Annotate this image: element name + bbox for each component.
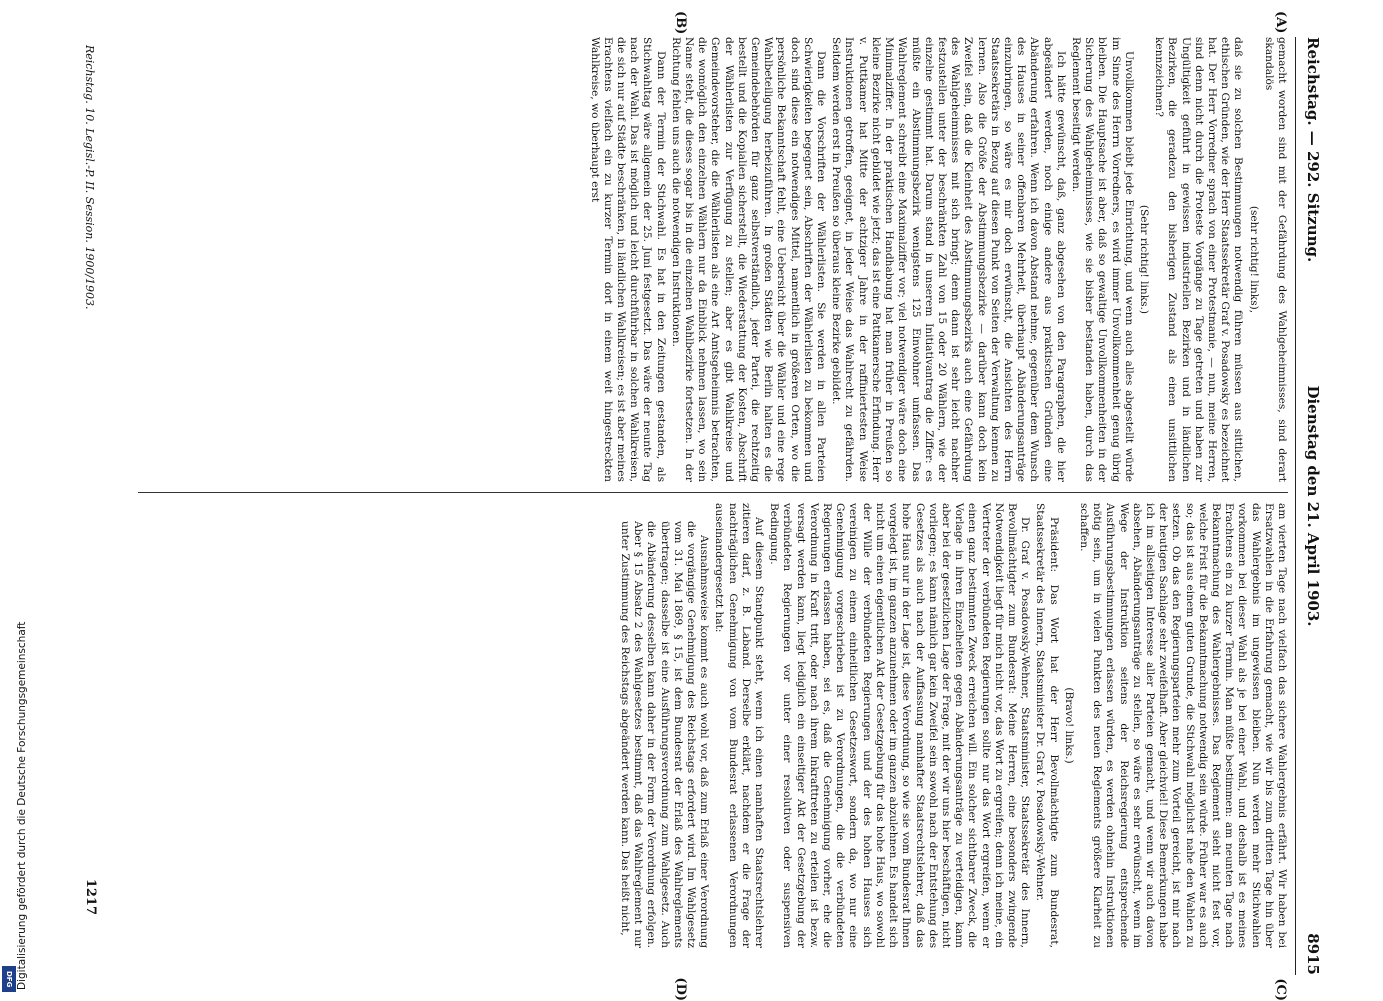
footer-legislature: Reichstag. 10. Legisl.-P. II. Session. 1900/1903. [83,45,96,310]
paragraph-speaker: Dr. Graf v. Posadowsky-Wehner, Staatsminister, Staatssekretär des Innern, Bevollmächtigter zum Bundesrat: Meine Herren, eine besonders zwingende Notwendigkeit liegt für mich nicht vor, das Wort zu ergreifen; denn ich meine, ein Vertreter der verbündeten Regierungen sollte nur das Wort ergreifen, wenn er einen ganz bestimmten Zweck erreichen will. Ein solcher sichtbarer Zweck, die Vorlage in ihren Einzelheiten gegen Abänderungsanträge zu verteidigen, kann aber bei der gesetzlichen Lage der Frage, mit der wir uns hier beschäftigen, nicht vorliegen; es kann nämlich gar kein Zweifel sein sowohl nach der Entstehung des Gesetzes als auch nach der Auffassung namhafter Staatsrechtslehrer, daß das hohe Haus nur in der Lage ist, diese Verordnung, so wie sie vom Bundesrat Ihnen vorgelegt ist, im ganzen anzunehmen oder im ganzen abzulehnen. Es handelt sich nicht um einen eigentlichen Akt der Gesetzgebung für das hohe Haus, wo sowohl der Wille der verbündeten Regierungen und der des hohen Hauses sich vereinigen zu einem einheitlichen Gesetzeswort, sondern da, wo nur eine Genehmigung vorgeschrieben ist zu Verordnungen, die die verbündeten Regierungen erlassen haben, sei es, daß die Genehmigung vorher, ehe die Verordnung in Kraft tritt, oder nach ihrem Inkrafttreten zu erteilen ist bezw. versagt werden kann, liegt lediglich ein einseitiger Akt der Gesetzgebung der verbündeten Regierungen vor unter einer resolutiven oder suspensiven Bedingung. [768,503,1032,948]
paragraph: Ich hätte gewünscht, daß, ganz abgesehen von den Paragraphen, die hier abgeändert werden, noch einige andere aus praktischen Gründen eine Abänderung erfahren. Wenn ich davon Abstand nehme, gegenüber dem Wunsch des Hauses in seiner offenbaren Mehrheit, überhaupt Abänderungsanträge einzubringen, so wäre es mir doch erwünscht, die Ansichten des Herrn Staatssekretärs in Bezug auf diesen Punkt von Seiten der Verwaltung kennen zu lernen. Also die Größe der Abstimmungsbezirke — darüber kann doch kein Zweifel sein, daß die Kleinheit des Abstimmungsbezirks auch eine Gefährdung des Wahlgeheimnisses mit sich bringt; denn dann ist sehr leicht nachher festzustellen unter der beschränkten Zahl von 15 oder 20 Wählern, wie der einzelne gestimmt hat. Darum stand in unserem Initiativantrag die Ziffer: es müßte ein Abstimmungsbezirk wenigstens 125 Einwohner umfassen. Das Wahlreglement schreibt eine Maximalziffer vor; viel notwendiger wäre doch eine Minimalziffer. In der praktischen Handhabung hat man früher in Preußen so kleine Bezirke nicht gebildet wie jetzt; das ist eine Pattkamersche Erfindung. Herr v. Puttkamer hat Mitte der achtziger Jahre in der raffiniertesten Weise Instruktionen getroffen, geeignet, in jeder Weise das Wahlrecht zu gefährden. Seitdem werden erst in Preußen so überaus kleine Bezirke gebildet. [830,37,1067,482]
page-number: 8915 [1304,933,1322,975]
paragraph: Dann die Vorschriften der Wählerlisten. Sie werden in allen Parteien Schwierigkeiten begegnet sein, Abschriften der Wählerlisten zu bekommen und doch sind diese ein notwendiges Mittel, namentlich in größeren Orten, wo die persönliche Bekanntschaft fehlt, eine Uebersicht über die Wähler und eine rege Wahlbeteiligung herbeizuführen. In großen Städten wie Berlin halten es die Gemeindebehörden für ganz selbstverständlich, jeder Partei, die rechtzeitig bestellt und die Kopialien sicherstellt, die Wiederstattung der Kosten, Abschrift der Wählerlisten zur Verfügung zu stellen; aber es gibt Wahlkreise und Gemeindevorsteher, die die Wählerlisten als eine Art Amtsgeheimnis betrachten, die womöglich den einzelnen Wählern nur da Einblick nehmen lassen, wo sein Name steht, die dieses sogar bis in die einzelnen Wahlbezirke fortsetzen. In der Richtung fehlen uns auch die notwendigen Instruktionen. [669,37,828,482]
paragraph: gemacht worden sind mit der Gefährdung des Wahlgeheimnisses, sind derart skandalös [1262,37,1288,482]
interjection: (sehr richtig! links), [1247,205,1260,314]
quotation: Ausnahmsweise kommt es auch wohl vor, daß zum Erlaß einer Verordnung die vorgängige Genehmigung des Reichstags erfordert wird. Im Wahlgesetz vom 31. Mai 1869, § 15, ist dem Bundesrat der Erlaß des Wahlreglements übertragen; dasselbe ist eine Ausführungsverordnung zum Wahlgesetz. Auch die Abänderung desselben kann daher in der Form der Verordnung erfolgen. Aber § 15 Absatz 2 des Wahlgesetzes bestimmt, daß das Wahlreglement nur unter Zustimmung des Reichstags abgeändert werden kann. Das heißt nicht, [619,521,711,948]
dfg-logo: DFG [2,966,16,992]
header-session: Reichstag. — 292. Sitzung. [1304,37,1322,263]
page-header [1294,37,1328,975]
paragraph-president: Präsident: Das Wort hat der Herr Bevollmächtigte zum Bundesrat, Staatssekretär des Innern, Staatsminister Dr. Graf v. Posadowsky-Wehner. [1034,503,1060,948]
interjection: (Sehr richtig! links.) [1137,204,1150,315]
interjection: (Bravo! links.) [1062,687,1075,764]
footer-sheet-number: 1217 [83,878,98,915]
paragraph: Unvollkommen bleibt jede Einrichtung, und wenn auch alles abgestellt würde im Sinne des Herrn Vorredners, es wird immer Unvollkommenheit genug übrig bleiben. Die Hauptsache ist aber, daß so gewaltige Unvollkommenheiten in der Sicherung des Wahlgeheimnisses, wie sie bisher bestanden haben, durch das Reglement beseitigt werden. [1069,37,1135,482]
paragraph: Auf diesem Standpunkt steht, wenn ich einen namhaften Staatsrechtslehrer zitieren darf, z. B. Laband. Derselbe erklärt, nachdem er die Frage der nachträglichen Genehmigung von vom Bundesrat erlassenen Verordnungen auseinandergesetzt hat: [713,503,766,948]
margin-marker-a: (A) [1273,11,1288,34]
paragraph: am vierten Tage nach vielfach das sichere Wahlergebnis erfährt. Wir haben bei Ersatzwahlen in die Erfahrung gemacht, wie wir bis zum dritten Tage hin über das Wahlergebnis im ungewissen bleiben. Nun werden mehr Stichwahlen vorkommen bei dieser Wahl als je bei einer Wahl, und deshalb ist es meines Erachtens ein zu kurzer Termin. Man müßte bestimmen: am neunten Tage nach Bekanntmachung des Wahlergebnisses. Das Reglement sieht nicht fest vor, welche Frist für die Bekanntmachung notwendig sein würde. Früher war es auch so; das ist aus einem guten Grunde, die Stichwahl möglichst nahe den Wahlen zu setzen. Ob das den Regierungsparteien mehr zum Vorteil gereicht, ist mir nach der heutigen Sachlage sehr zweifelhaft. Aber gleichviel! Diese Bemerkungen habe ich im allseitigen Interesse aller Parteien gemacht, und wenn wir auch davon absehen, Abänderungsanträge zu stellen, so wäre es sehr erwünscht, wenn im Wege der Instruktion seitens der Reichsregierung entsprechende Ausführungsbestimmungen erlassen würden, es werden ohnehin Instruktionen nötig sein, um in vielen Punkten des neuen Reglements größere Klarheit zu schaffen. [1077,503,1288,948]
margin-marker-c: (C) [1273,978,1288,1001]
funding-note: Digitalisierung gefördert durch die Deutsche Forschungsgemeinschaft [16,621,28,990]
paragraph: daß sie zu solchen Bestimmungen notwendig führen müssen aus sittlichen, ethischen Gründen, wie der Herr Staatssekretär Graf v. Posadowsky es bezeichnet hat. Der Herr Vorredner sprach von einer Protestmanie, — nun, meine Herren, sind denn nicht durch die Proteste Vorgänge zu Tage getreten und haben zur Ungültigkeit geführt in gewissen industriellen Bezirken und in ländlichen Bezirken, die geradezu den bisherigen Zustand als einen unsittlichen kennzeichnen? [1153,37,1245,482]
paragraph: Dann der Termin der Stichwahl. Es hat in den Zeitungen gestanden, als Stichwahltag wäre allgemein der 25. Juni festgesetzt. Das wäre der neunte Tag nach der Wahl. Das ist möglich und leicht durchführbar in solchen Wahlkreisen, die sich nur auf Städte beschränken, in ländlichen Wahlkreisen; es ist aber meines Erachtens vielfach ein zu kurzer Termin dort in einem weit hingestreckten Wahlkreise, wo überhaupt erst [588,37,667,482]
header-date: Dienstag den 21. April 1903. [1304,385,1322,627]
side-strip [0,0,28,1000]
margin-marker-d: (D) [673,977,688,1001]
margin-marker-b: (B) [673,11,688,35]
document-page [75,11,1328,1001]
left-column [585,37,1288,482]
right-column [616,503,1288,948]
header-rule [1295,37,1296,975]
column-divider [138,492,1288,493]
